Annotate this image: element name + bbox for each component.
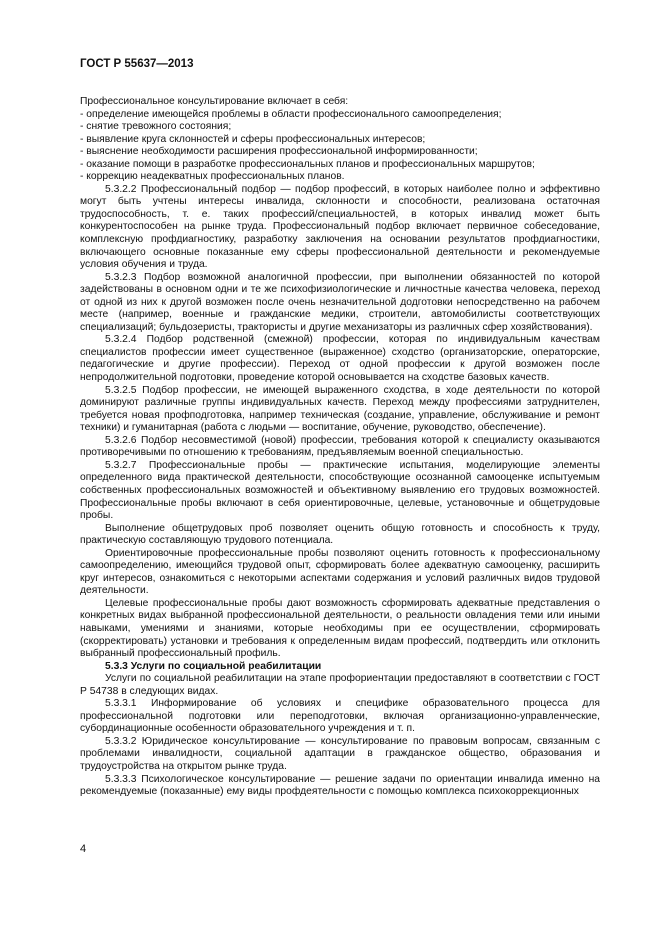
section-heading: 5.3.3 Услуги по социальной реабилитации — [105, 660, 322, 672]
paragraph-5-3-3-1: 5.3.3.1 Информирование об условиях и специфике образовательного процесса для профессиональной подготовки или переподготовки, включая организационно-управленческие, субординационные особенности образовательного учреждения и т. п. — [80, 698, 600, 735]
list-item: - снятие тревожного состояния; — [80, 121, 232, 133]
paragraph-orienting-trials: Ориентировочные профессиональные пробы позволяют оценить готовность к профессиональному самоопределению, имеющийся трудовой опыт, сформировать более адекватную самооценку, расширить круг интересов, ознакомиться с некоторыми аспектами содержания и условий различных видов трудовой деятельности. — [80, 547, 600, 597]
paragraph-5-3-2-4: 5.3.2.4 Подбор родственной (смежной) профессии, которая по индивидуальным качествам специалистов профессии имеет существенное (выраженное) сходство (организаторские, операторские, педагогические и другие профессии). Переход от одной профессии к другой возможен после непродолжительной подготовки, проведение которой основывается на сходстве базовых качеств. — [80, 334, 600, 384]
list-item: - выявление круга склонностей и сферы профессиональных интересов; — [80, 133, 426, 145]
list-item: - определение имеющейся проблемы в области профессионального самоопределения; — [80, 108, 502, 120]
paragraph-social-intro: Услуги по социальной реабилитации на этапе профориентации предоставляют в соответствии с ГОСТ Р 54738 в следующих видах. — [80, 673, 600, 697]
intro-paragraph: Профессиональное консультирование включает в себя: — [80, 96, 349, 107]
paragraph-5-3-2-2: 5.3.2.2 Профессиональный подбор — подбор профессий, в которых наиболее полно и эффективно могут быть учтены интересы инвалида, склонности и способности, реализована остаточная трудоспособность, т. е. таких профессий/специальностей, в которых инвалид может быть конкурентоспособен на рынке труда. Профессиональный подбор включает первичное собеседование, комплексную профдиагностику, разработку заключения на основании результатов профдиагностики, включающего основные показанные ему сферы профессиональной деятельности и рекомендуемые условия обучения и труда. — [80, 183, 600, 271]
list-item: - выяснение необходимости расширения профессиональной информированности; — [80, 146, 478, 158]
paragraph-5-3-2-3: 5.3.2.3 Подбор возможной аналогичной профессии, при выполнении обязанностей по которой задействованы в основном одни и те же психофизиологические и личностные качества человека, переход от одной из них к другой возможен после очень незначительной додготовки непосредственно на рабочем месте (например, военные и гражданские медики, строители, автомобилисты соответствующих специализаций; бульдозеристы, трактористы и другие механизаторы из различных сфер хозяйствования). — [80, 271, 600, 333]
document-header: ГОСТ Р 55637—2013 — [80, 58, 194, 70]
list-item: - коррекцию неадекватных профессиональных планов. — [80, 171, 345, 183]
page-number: 4 — [80, 843, 87, 855]
paragraph-5-3-3-2: 5.3.3.2 Юридическое консультирование — консультирование по правовым вопросам, связанным с проблемами инвалидности, социальной адаптации в гражданское общество, образования и трудоустройства на открытом рынке труда. — [80, 735, 600, 772]
paragraph-5-3-2-6: 5.3.2.6 Подбор несовместимой (новой) профессии, требования которой к специалисту оказываются противоречивыми по отношению к требованиям, предъявляемым военной специальностью. — [80, 434, 600, 459]
document-body — [80, 96, 600, 799]
paragraph-5-3-2-7: 5.3.2.7 Профессиональные пробы — практические испытания, моделирующие элементы определенного вида практической деятельности, способствующие осознанной самооценке испытуемым собственных профессиональных возможностей и объективному выявлению его трудовых возможностей. Профессиональные пробы включают в себя ориентировочные, целевые, установочные и общетрудовые пробы. — [80, 459, 600, 522]
paragraph-general-trials: Выполнение общетрудовых проб позволяет оценить общую готовность и способность к труду, практическую составляющую трудового потенциала. — [80, 522, 600, 547]
list-item: - оказание помощи в разработке профессиональных планов и профессиональных маршрутов; — [80, 158, 535, 170]
paragraph-target-trials: Целевые профессиональные пробы дают возможность сформировать адекватные представления о конкретных видах выбранной профессиональной деятельности, о реальности овладения теми или иными навыками, умениями и знаниями, которые необходимы при ее осуществлении, сформировать (скорректировать) установки и требования к определенным видам профессий, подтвердить или отклонить выбранный профессиональный профиль. — [80, 597, 600, 660]
paragraph-5-3-3-3: 5.3.3.3 Психологическое консультирование — решение задачи по ориентации инвалида именно на рекомендуемые (показанные) ему виды профдеятельности с помощью комплекса психокоррекционных — [80, 773, 600, 798]
paragraph-5-3-2-5: 5.3.2.5 Подбор профессии, не имеющей выраженного сходства, в ходе деятельности по которой доминируют различные группы индивидуальных качеств. Переход между профессиями затруднителен, требуется новая профподготовка, например техническая (создание, управление, обслуживание и ремонт техники) и гуманитарная (работа с людьми — воспитание, обучение, руководство, обеспечение). — [80, 384, 600, 434]
